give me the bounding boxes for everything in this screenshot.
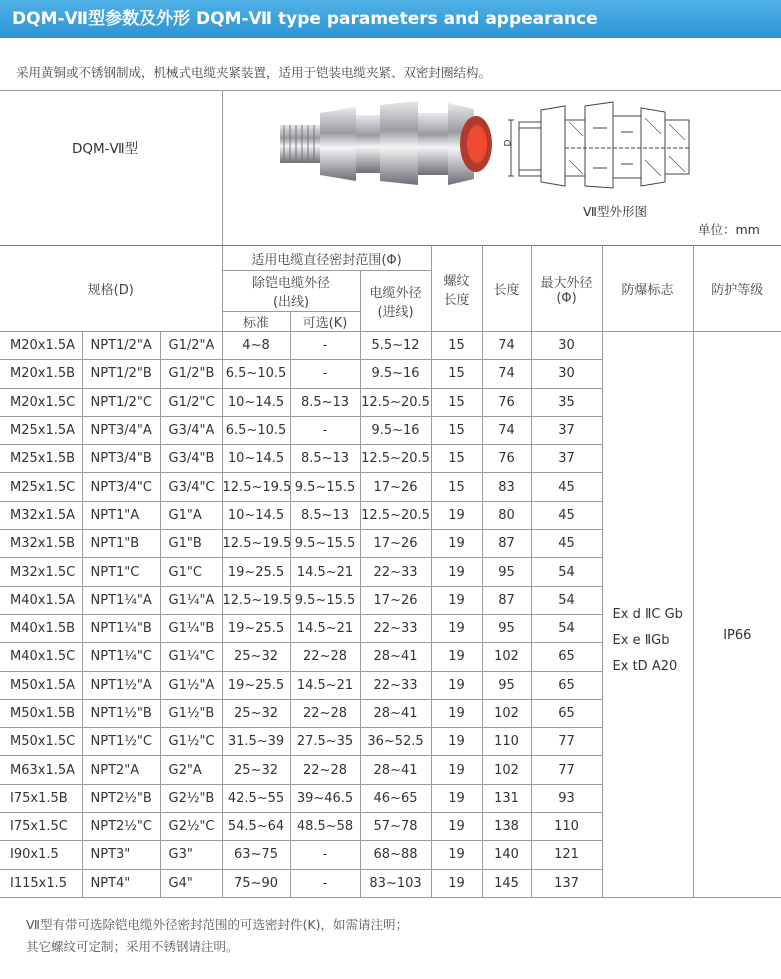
table-cell: 28~41 bbox=[360, 756, 431, 784]
ex-mark-line: Ex e ⅡGb bbox=[612, 633, 670, 648]
table-cell: G1"A bbox=[160, 501, 222, 529]
table-cell: NPT2½"B bbox=[82, 784, 160, 812]
table-cell: 77 bbox=[531, 756, 602, 784]
table-cell: 48.5~58 bbox=[290, 813, 360, 841]
table-cell: 87 bbox=[482, 586, 531, 614]
table-cell: 68~88 bbox=[360, 841, 431, 869]
table-cell: 15 bbox=[431, 360, 482, 388]
table-cell: 19~25.5 bbox=[222, 614, 290, 642]
unit-label: 单位：mm bbox=[698, 222, 760, 237]
table-cell: 83 bbox=[482, 473, 531, 501]
table-cell: 12.5~19.5 bbox=[222, 530, 290, 558]
table-cell: 19 bbox=[431, 643, 482, 671]
table-cell: 121 bbox=[531, 841, 602, 869]
table-cell: NPT1/2"C bbox=[82, 388, 160, 416]
table-cell: NPT3/4"A bbox=[82, 416, 160, 444]
table-cell: M40x1.5C bbox=[0, 643, 82, 671]
table-cell: 137 bbox=[531, 869, 602, 897]
note-line: 其它螺纹可定制；采用不锈钢请注明。 bbox=[26, 939, 239, 954]
table-cell: NPT2"A bbox=[82, 756, 160, 784]
table-cell: 14.5~21 bbox=[290, 671, 360, 699]
table-cell: 75~90 bbox=[222, 869, 290, 897]
table-cell: 42.5~55 bbox=[222, 784, 290, 812]
table-cell: 93 bbox=[531, 784, 602, 812]
table-cell: NPT4" bbox=[82, 869, 160, 897]
table-cell: 19 bbox=[431, 671, 482, 699]
table-cell: 22~33 bbox=[360, 671, 431, 699]
table-cell: I90x1.5 bbox=[0, 841, 82, 869]
table-cell: 31.5~39 bbox=[222, 728, 290, 756]
table-cell: - bbox=[290, 360, 360, 388]
table-cell: NPT3/4"B bbox=[82, 445, 160, 473]
table-cell: 22~33 bbox=[360, 614, 431, 642]
table-cell: I75x1.5B bbox=[0, 784, 82, 812]
table-cell: NPT1¼"C bbox=[82, 643, 160, 671]
table-cell: NPT1/2"B bbox=[82, 360, 160, 388]
table-cell: 8.5~13 bbox=[290, 388, 360, 416]
table-cell: 63~75 bbox=[222, 841, 290, 869]
ex-mark-line: Ex tD A20 bbox=[612, 659, 678, 674]
table-cell: 140 bbox=[482, 841, 531, 869]
table-cell: 54 bbox=[531, 586, 602, 614]
table-cell: 39~46.5 bbox=[290, 784, 360, 812]
table-cell: G2½"B bbox=[160, 784, 222, 812]
table-cell: M50x1.5A bbox=[0, 671, 82, 699]
table-cell: 57~78 bbox=[360, 813, 431, 841]
ex-mark-line: Ex d ⅡC Gb bbox=[612, 607, 683, 622]
table-cell: M20x1.5B bbox=[0, 360, 82, 388]
table-cell: I75x1.5C bbox=[0, 813, 82, 841]
table-cell: 83~103 bbox=[360, 869, 431, 897]
table-cell: 17~26 bbox=[360, 586, 431, 614]
table-cell: 5.5~12 bbox=[360, 332, 431, 360]
table-cell: 95 bbox=[482, 614, 531, 642]
table-cell: 37 bbox=[531, 445, 602, 473]
table-cell: 8.5~13 bbox=[290, 501, 360, 529]
table-cell: M32x1.5B bbox=[0, 530, 82, 558]
table-cell: G1½"C bbox=[160, 728, 222, 756]
table-cell: 28~41 bbox=[360, 699, 431, 727]
table-cell: G1/2"C bbox=[160, 388, 222, 416]
table-cell: 19 bbox=[431, 558, 482, 586]
table-cell: 46~65 bbox=[360, 784, 431, 812]
table-cell: G1/2"A bbox=[160, 332, 222, 360]
table-cell: 76 bbox=[482, 388, 531, 416]
model-label: DQM-Ⅶ型 bbox=[72, 141, 139, 157]
table-cell: 110 bbox=[531, 813, 602, 841]
table-cell: 54 bbox=[531, 558, 602, 586]
table-cell: 19 bbox=[431, 841, 482, 869]
table-cell: G1/2"B bbox=[160, 360, 222, 388]
table-cell: 19 bbox=[431, 784, 482, 812]
table-cell: 4~8 bbox=[222, 332, 290, 360]
table-cell: M32x1.5C bbox=[0, 558, 82, 586]
table-cell: 54 bbox=[531, 614, 602, 642]
ip-rating-cell: IP66 bbox=[693, 332, 781, 898]
table-cell: 12.5~19.5 bbox=[222, 586, 290, 614]
table-cell: 22~28 bbox=[290, 643, 360, 671]
table-cell: NPT1½"B bbox=[82, 699, 160, 727]
table-cell: 102 bbox=[482, 643, 531, 671]
table-cell: 15 bbox=[431, 388, 482, 416]
table-cell: M20x1.5C bbox=[0, 388, 82, 416]
table-cell: 9.5~16 bbox=[360, 360, 431, 388]
table-cell: 12.5~20.5 bbox=[360, 388, 431, 416]
table-cell: M63x1.5A bbox=[0, 756, 82, 784]
table-cell: 15 bbox=[431, 473, 482, 501]
table-cell: 22~28 bbox=[290, 699, 360, 727]
table-cell: 28~41 bbox=[360, 643, 431, 671]
table-cell: 45 bbox=[531, 530, 602, 558]
table-cell: 45 bbox=[531, 501, 602, 529]
parameter-table bbox=[0, 245, 781, 898]
table-cell: G1¼"B bbox=[160, 614, 222, 642]
table-cell: 80 bbox=[482, 501, 531, 529]
product-photo bbox=[278, 95, 500, 191]
table-cell: 19 bbox=[431, 614, 482, 642]
table-cell: 19 bbox=[431, 501, 482, 529]
table-cell: G1"B bbox=[160, 530, 222, 558]
table-cell: 19 bbox=[431, 530, 482, 558]
table-cell: 22~28 bbox=[290, 756, 360, 784]
note-line: Ⅶ型有带可选除铠电缆外径密封范围的可选密封件(K)，如需请注明； bbox=[26, 917, 408, 932]
table-cell: 25~32 bbox=[222, 756, 290, 784]
header-armor-od: 除铠电缆外径 (出线) bbox=[222, 271, 360, 312]
table-cell: 74 bbox=[482, 416, 531, 444]
table-cell: M40x1.5B bbox=[0, 614, 82, 642]
table-cell: 138 bbox=[482, 813, 531, 841]
table-cell: M40x1.5A bbox=[0, 586, 82, 614]
table-cell: G2"A bbox=[160, 756, 222, 784]
table-cell: 10~14.5 bbox=[222, 501, 290, 529]
table-cell: G2½"C bbox=[160, 813, 222, 841]
header-cable-od: 电缆外径 (进线) bbox=[360, 271, 431, 332]
table-cell: 65 bbox=[531, 643, 602, 671]
table-cell: NPT1/2"A bbox=[82, 332, 160, 360]
table-cell: 65 bbox=[531, 699, 602, 727]
table-cell: 10~14.5 bbox=[222, 388, 290, 416]
table-cell: NPT2½"C bbox=[82, 813, 160, 841]
table-cell: 12.5~20.5 bbox=[360, 501, 431, 529]
table-cell: G4" bbox=[160, 869, 222, 897]
table-cell: 110 bbox=[482, 728, 531, 756]
table-cell: NPT3/4"C bbox=[82, 473, 160, 501]
table-row bbox=[0, 332, 781, 360]
table-cell: M25x1.5A bbox=[0, 416, 82, 444]
table-cell: G3" bbox=[160, 841, 222, 869]
table-cell: 74 bbox=[482, 332, 531, 360]
header-max-od: 最大外径 (Φ) bbox=[531, 246, 602, 332]
table-cell: 19 bbox=[431, 699, 482, 727]
table-cell: 19 bbox=[431, 813, 482, 841]
table-cell: 6.5~10.5 bbox=[222, 360, 290, 388]
header-length: 长度 bbox=[482, 246, 531, 332]
table-cell: 6.5~10.5 bbox=[222, 416, 290, 444]
table-cell: - bbox=[290, 416, 360, 444]
table-cell: G1¼"A bbox=[160, 586, 222, 614]
table-cell: 8.5~13 bbox=[290, 445, 360, 473]
table-cell: 95 bbox=[482, 671, 531, 699]
table-cell: NPT1"B bbox=[82, 530, 160, 558]
table-cell: 14.5~21 bbox=[290, 558, 360, 586]
table-cell: 54.5~64 bbox=[222, 813, 290, 841]
table-cell: M50x1.5C bbox=[0, 728, 82, 756]
table-cell: NPT3" bbox=[82, 841, 160, 869]
table-cell: 19 bbox=[431, 728, 482, 756]
header-thread-length: 螺纹 长度 bbox=[431, 246, 482, 332]
table-cell: 36~52.5 bbox=[360, 728, 431, 756]
table-cell: 35 bbox=[531, 388, 602, 416]
table-cell: G3/4"C bbox=[160, 473, 222, 501]
table-cell: 12.5~20.5 bbox=[360, 445, 431, 473]
notes bbox=[26, 914, 408, 958]
page-title: DQM-Ⅶ型参数及外形 DQM-Ⅶ type parameters and appearance bbox=[0, 0, 781, 38]
table-cell: 37 bbox=[531, 416, 602, 444]
header-ip: 防护等级 bbox=[693, 246, 781, 332]
table-cell: NPT1¼"A bbox=[82, 586, 160, 614]
table-cell: M20x1.5A bbox=[0, 332, 82, 360]
table-cell: 102 bbox=[482, 699, 531, 727]
table-cell: - bbox=[290, 841, 360, 869]
table-cell: 22~33 bbox=[360, 558, 431, 586]
table-cell: 19 bbox=[431, 756, 482, 784]
table-cell: 19~25.5 bbox=[222, 671, 290, 699]
table-cell: 19 bbox=[431, 869, 482, 897]
table-cell: G1½"B bbox=[160, 699, 222, 727]
table-cell: NPT1"A bbox=[82, 501, 160, 529]
table-cell: 74 bbox=[482, 360, 531, 388]
table-cell: 145 bbox=[482, 869, 531, 897]
table-cell: NPT1½"C bbox=[82, 728, 160, 756]
table-cell: G3/4"A bbox=[160, 416, 222, 444]
table-cell: NPT1½"A bbox=[82, 671, 160, 699]
table-cell: 27.5~35 bbox=[290, 728, 360, 756]
table-cell: M25x1.5B bbox=[0, 445, 82, 473]
table-cell: NPT1¼"B bbox=[82, 614, 160, 642]
drawing-caption: Ⅶ型外形图 bbox=[583, 204, 647, 219]
header-ex-mark: 防爆标志 bbox=[602, 246, 693, 332]
table-cell: 25~32 bbox=[222, 699, 290, 727]
table-cell: M25x1.5C bbox=[0, 473, 82, 501]
table-cell: 25~32 bbox=[222, 643, 290, 671]
table-cell: I115x1.5 bbox=[0, 869, 82, 897]
table-cell: 9.5~15.5 bbox=[290, 586, 360, 614]
table-cell: 65 bbox=[531, 671, 602, 699]
table-cell: 77 bbox=[531, 728, 602, 756]
table-cell: G1½"A bbox=[160, 671, 222, 699]
table-cell: 19 bbox=[431, 586, 482, 614]
table-cell: - bbox=[290, 869, 360, 897]
header-optional: 可选(K) bbox=[290, 312, 360, 332]
table-cell: 102 bbox=[482, 756, 531, 784]
table-cell: 10~14.5 bbox=[222, 445, 290, 473]
table-cell: NPT1"C bbox=[82, 558, 160, 586]
table-cell: 14.5~21 bbox=[290, 614, 360, 642]
table-cell: 76 bbox=[482, 445, 531, 473]
table-cell: 9.5~15.5 bbox=[290, 473, 360, 501]
table-cell: 15 bbox=[431, 445, 482, 473]
drawing-dimension-d: D bbox=[503, 139, 514, 147]
table-cell: G1"C bbox=[160, 558, 222, 586]
table-cell: - bbox=[290, 332, 360, 360]
table-cell: 131 bbox=[482, 784, 531, 812]
table-cell: 17~26 bbox=[360, 530, 431, 558]
table-cell: 19~25.5 bbox=[222, 558, 290, 586]
table-cell: 30 bbox=[531, 332, 602, 360]
table-cell: M50x1.5B bbox=[0, 699, 82, 727]
table-cell: 9.5~15.5 bbox=[290, 530, 360, 558]
header-seal-range: 适用电缆直径密封范围(Φ) bbox=[222, 246, 431, 271]
table-cell: G3/4"B bbox=[160, 445, 222, 473]
outline-drawing bbox=[503, 98, 703, 190]
table-cell: 17~26 bbox=[360, 473, 431, 501]
table-cell: 95 bbox=[482, 558, 531, 586]
table-cell: 15 bbox=[431, 416, 482, 444]
table-cell: G1¼"C bbox=[160, 643, 222, 671]
table-cell: 12.5~19.5 bbox=[222, 473, 290, 501]
table-cell: M32x1.5A bbox=[0, 501, 82, 529]
ex-mark-cell bbox=[602, 332, 693, 898]
header-spec: 规格(D) bbox=[0, 246, 222, 332]
table-cell: 9.5~16 bbox=[360, 416, 431, 444]
table-cell: 87 bbox=[482, 530, 531, 558]
table-cell: 15 bbox=[431, 332, 482, 360]
header-standard: 标准 bbox=[222, 312, 290, 332]
intro-text: 采用黄铜或不锈钢制成，机械式电缆夹紧装置，适用于铠装电缆夹紧、双密封圈结构。 bbox=[16, 65, 492, 80]
table-cell: 30 bbox=[531, 360, 602, 388]
table-cell: 45 bbox=[531, 473, 602, 501]
